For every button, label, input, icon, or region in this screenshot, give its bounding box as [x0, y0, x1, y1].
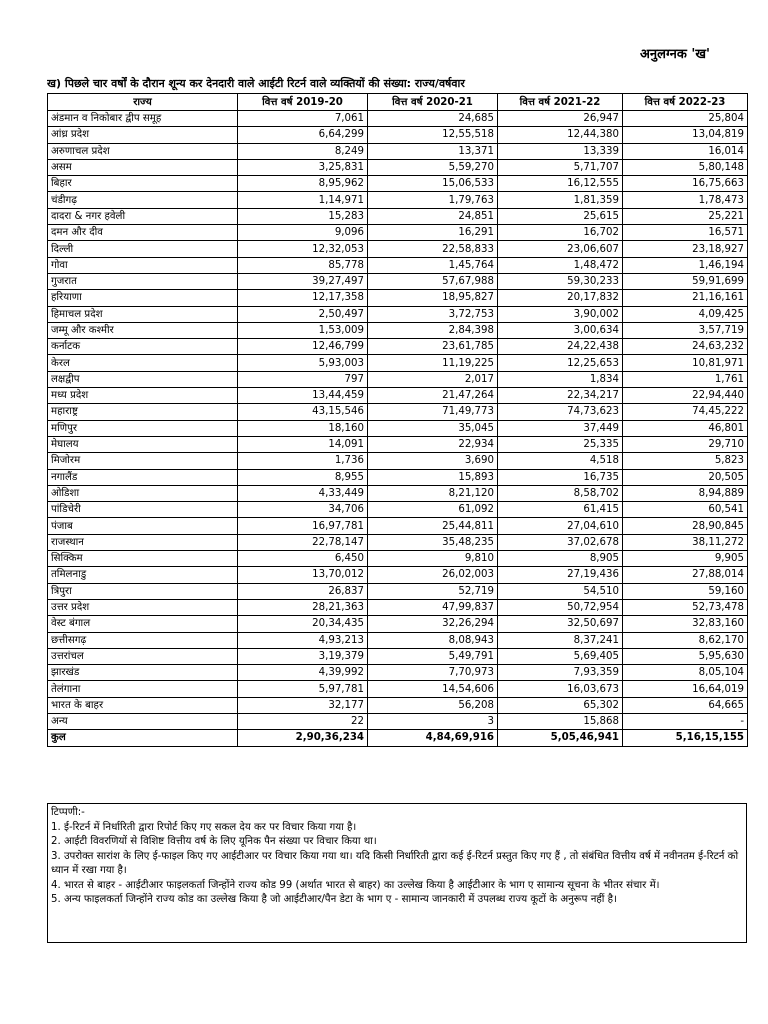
count-cell: 22,94,440	[623, 388, 748, 404]
count-cell: 27,19,436	[498, 567, 623, 583]
header-fy-2022-23: वित्त वर्ष 2022-23	[623, 94, 748, 111]
count-cell: 1,834	[498, 371, 623, 387]
state-name-cell: दमन और दीव	[48, 225, 238, 241]
table-row	[48, 697, 748, 713]
count-cell: 29,710	[623, 436, 748, 452]
state-name-cell: पांडिचेरी	[48, 502, 238, 518]
count-cell: 23,18,927	[623, 241, 748, 257]
state-wise-returns-table	[47, 93, 748, 747]
count-cell: 34,706	[238, 502, 368, 518]
count-cell: 12,46,799	[238, 339, 368, 355]
count-cell: 61,415	[498, 502, 623, 518]
count-cell: 37,02,678	[498, 534, 623, 550]
count-cell: 24,63,232	[623, 339, 748, 355]
count-cell: 20,17,832	[498, 290, 623, 306]
count-cell: 74,45,222	[623, 404, 748, 420]
count-cell: 71,49,773	[368, 404, 498, 420]
count-cell: 6,450	[238, 551, 368, 567]
count-cell: 35,045	[368, 420, 498, 436]
count-cell: 16,291	[368, 225, 498, 241]
table-row	[48, 681, 748, 697]
count-cell: 22	[238, 713, 368, 729]
state-name-cell: मेघालय	[48, 436, 238, 452]
count-cell: 8,58,702	[498, 485, 623, 501]
state-name-cell: गुजरात	[48, 273, 238, 289]
total-label: कुल	[48, 730, 238, 746]
table-row	[48, 453, 748, 469]
count-cell: 15,06,533	[368, 176, 498, 192]
count-cell: 16,97,781	[238, 518, 368, 534]
state-name-cell: मिजोरम	[48, 453, 238, 469]
count-cell: 5,71,707	[498, 159, 623, 175]
count-cell: 50,72,954	[498, 599, 623, 615]
header-fy-2019-20: वित्त वर्ष 2019-20	[238, 94, 368, 111]
count-cell: 3	[368, 713, 498, 729]
count-cell: 1,761	[623, 371, 748, 387]
state-name-cell: तमिलनाडु	[48, 567, 238, 583]
state-name-cell: उत्तरांचल	[48, 648, 238, 664]
notes-title: टिप्पणी:-	[51, 807, 85, 818]
count-cell: 26,837	[238, 583, 368, 599]
count-cell: 15,283	[238, 208, 368, 224]
count-cell: 14,091	[238, 436, 368, 452]
count-cell: 15,868	[498, 713, 623, 729]
table-row	[48, 225, 748, 241]
table-row	[48, 599, 748, 615]
count-cell: 8,62,170	[623, 632, 748, 648]
table-row	[48, 648, 748, 664]
count-cell: 1,79,763	[368, 192, 498, 208]
count-cell: 32,26,294	[368, 616, 498, 632]
count-cell: 1,81,359	[498, 192, 623, 208]
count-cell: 59,91,699	[623, 273, 748, 289]
count-cell: 13,339	[498, 143, 623, 159]
table-row	[48, 436, 748, 452]
count-cell: 21,47,264	[368, 388, 498, 404]
count-cell: 39,27,497	[238, 273, 368, 289]
table-row	[48, 502, 748, 518]
table-row	[48, 355, 748, 371]
count-cell: 13,70,012	[238, 567, 368, 583]
count-cell: 8,37,241	[498, 632, 623, 648]
count-cell: 25,804	[623, 111, 748, 127]
count-cell: 8,08,943	[368, 632, 498, 648]
count-cell: 1,45,764	[368, 257, 498, 273]
table-row	[48, 143, 748, 159]
count-cell: 8,21,120	[368, 485, 498, 501]
count-cell: 5,69,405	[498, 648, 623, 664]
count-cell: 65,302	[498, 697, 623, 713]
state-name-cell: महाराष्ट्र	[48, 404, 238, 420]
state-name-cell: राजस्थान	[48, 534, 238, 550]
count-cell: 57,67,988	[368, 273, 498, 289]
count-cell: 16,75,663	[623, 176, 748, 192]
total-fy-2019-20: 2,90,36,234	[238, 730, 368, 746]
count-cell: 22,58,833	[368, 241, 498, 257]
state-name-cell: अंडमान व निकोबार द्वीप समूह	[48, 111, 238, 127]
table-row	[48, 159, 748, 175]
state-name-cell: पंजाब	[48, 518, 238, 534]
count-cell: 9,810	[368, 551, 498, 567]
state-name-cell: उत्तर प्रदेश	[48, 599, 238, 615]
table-row	[48, 632, 748, 648]
count-cell: 25,615	[498, 208, 623, 224]
note-4: 4. भारत से बाहर - आईटीआर फाइलकर्ता जिन्होंने राज्य कोड 99 (अर्थात भारत से बाहर) का उल्लेख किया है आईटीआर के भाग ए सामान्य सूचना के भीतर संचार में।	[51, 879, 660, 891]
state-name-cell: हरियाणा	[48, 290, 238, 306]
count-cell: 1,14,971	[238, 192, 368, 208]
count-cell: 4,33,449	[238, 485, 368, 501]
table-row	[48, 290, 748, 306]
count-cell: 13,04,819	[623, 127, 748, 143]
state-name-cell: त्रिपुरा	[48, 583, 238, 599]
state-name-cell: आंध्र प्रदेश	[48, 127, 238, 143]
table-row	[48, 404, 748, 420]
count-cell: 3,72,753	[368, 306, 498, 322]
count-cell: 61,092	[368, 502, 498, 518]
total-row	[48, 730, 748, 746]
count-cell: 8,905	[498, 551, 623, 567]
total-fy-2022-23: 5,16,15,155	[623, 730, 748, 746]
table-row	[48, 241, 748, 257]
header-state: राज्य	[48, 94, 238, 111]
count-cell: 43,15,546	[238, 404, 368, 420]
count-cell: 27,04,610	[498, 518, 623, 534]
table-row	[48, 567, 748, 583]
state-name-cell: बिहार	[48, 176, 238, 192]
count-cell: 26,947	[498, 111, 623, 127]
count-cell: 1,48,472	[498, 257, 623, 273]
count-cell: 18,160	[238, 420, 368, 436]
table-row	[48, 534, 748, 550]
table-row	[48, 371, 748, 387]
count-cell: 24,685	[368, 111, 498, 127]
count-cell: 59,160	[623, 583, 748, 599]
count-cell: 16,64,019	[623, 681, 748, 697]
count-cell: 64,665	[623, 697, 748, 713]
state-name-cell: चंडीगढ़	[48, 192, 238, 208]
table-row	[48, 713, 748, 729]
state-name-cell: वेस्ट बंगाल	[48, 616, 238, 632]
count-cell: 2,84,398	[368, 322, 498, 338]
count-cell: 32,50,697	[498, 616, 623, 632]
count-cell: 1,46,194	[623, 257, 748, 273]
count-cell: 22,34,217	[498, 388, 623, 404]
total-fy-2020-21: 4,84,69,916	[368, 730, 498, 746]
count-cell: 5,97,781	[238, 681, 368, 697]
count-cell: 13,371	[368, 143, 498, 159]
count-cell: 3,00,634	[498, 322, 623, 338]
count-cell: 20,34,435	[238, 616, 368, 632]
count-cell: 22,78,147	[238, 534, 368, 550]
state-name-cell: अन्य	[48, 713, 238, 729]
count-cell: 3,90,002	[498, 306, 623, 322]
count-cell: 12,32,053	[238, 241, 368, 257]
count-cell: -	[623, 713, 748, 729]
count-cell: 4,518	[498, 453, 623, 469]
count-cell: 12,17,358	[238, 290, 368, 306]
state-name-cell: अरुणाचल प्रदेश	[48, 143, 238, 159]
state-name-cell: केरल	[48, 355, 238, 371]
table-row	[48, 176, 748, 192]
state-name-cell: ओडिशा	[48, 485, 238, 501]
count-cell: 25,335	[498, 436, 623, 452]
count-cell: 1,53,009	[238, 322, 368, 338]
count-cell: 8,249	[238, 143, 368, 159]
count-cell: 85,778	[238, 257, 368, 273]
table-row	[48, 339, 748, 355]
count-cell: 5,823	[623, 453, 748, 469]
note-1: 1. ई-रिटर्न में निर्धारिती द्वारा रिपोर्ट किए गए सकल देय कर पर विचार किया गया है।	[51, 821, 357, 833]
count-cell: 5,95,630	[623, 648, 748, 664]
table-row	[48, 420, 748, 436]
count-cell: 4,39,992	[238, 665, 368, 681]
table-row	[48, 306, 748, 322]
count-cell: 38,11,272	[623, 534, 748, 550]
table-row	[48, 665, 748, 681]
state-name-cell: मणिपुर	[48, 420, 238, 436]
count-cell: 46,801	[623, 420, 748, 436]
table-row	[48, 518, 748, 534]
count-cell: 16,735	[498, 469, 623, 485]
count-cell: 3,690	[368, 453, 498, 469]
count-cell: 3,25,831	[238, 159, 368, 175]
table-heading: ख) पिछले चार वर्षों के दौरान शून्य कर देनदारी वाले आईटी रिटर्न वाले व्यक्तियों की संख्या: राज्य/वर्षवार	[47, 77, 465, 90]
table-body	[48, 111, 748, 730]
count-cell: 9,905	[623, 551, 748, 567]
table-row	[48, 322, 748, 338]
count-cell: 3,19,379	[238, 648, 368, 664]
count-cell: 9,096	[238, 225, 368, 241]
count-cell: 47,99,837	[368, 599, 498, 615]
count-cell: 26,02,003	[368, 567, 498, 583]
count-cell: 11,19,225	[368, 355, 498, 371]
count-cell: 1,78,473	[623, 192, 748, 208]
state-name-cell: मध्य प्रदेश	[48, 388, 238, 404]
count-cell: 28,90,845	[623, 518, 748, 534]
count-cell: 23,61,785	[368, 339, 498, 355]
state-name-cell: सिक्किम	[48, 551, 238, 567]
count-cell: 24,851	[368, 208, 498, 224]
count-cell: 12,44,380	[498, 127, 623, 143]
count-cell: 13,44,459	[238, 388, 368, 404]
table-row	[48, 583, 748, 599]
state-name-cell: दादरा & नगर हवेली	[48, 208, 238, 224]
count-cell: 21,16,161	[623, 290, 748, 306]
count-cell: 25,44,811	[368, 518, 498, 534]
count-cell: 60,541	[623, 502, 748, 518]
count-cell: 37,449	[498, 420, 623, 436]
note-3: 3. उपरोक्त सारांश के लिए ई-फाइल किए गए आईटीआर पर विचार किया गया था। यदि किसी निर्धारिती द्वारा कई ई-रिटर्न प्रस्तुत किए गए हैं , तो संबंधित वित्तीय वर्ष में नवीनतम ई-रिटर्न को ध्यान में रखा गया है।	[51, 850, 739, 876]
count-cell: 16,014	[623, 143, 748, 159]
state-name-cell: छत्तीसगढ़	[48, 632, 238, 648]
table-row	[48, 127, 748, 143]
count-cell: 7,061	[238, 111, 368, 127]
count-cell: 12,25,653	[498, 355, 623, 371]
notes-box	[47, 803, 747, 943]
table-row	[48, 388, 748, 404]
state-name-cell: गोवा	[48, 257, 238, 273]
table-row	[48, 616, 748, 632]
count-cell: 8,95,962	[238, 176, 368, 192]
state-name-cell: तेलंगाना	[48, 681, 238, 697]
state-name-cell: भारत के बाहर	[48, 697, 238, 713]
count-cell: 18,95,827	[368, 290, 498, 306]
state-name-cell: झारखंड	[48, 665, 238, 681]
state-name-cell: लक्षद्वीप	[48, 371, 238, 387]
count-cell: 5,93,003	[238, 355, 368, 371]
count-cell: 52,719	[368, 583, 498, 599]
count-cell: 27,88,014	[623, 567, 748, 583]
count-cell: 6,64,299	[238, 127, 368, 143]
count-cell: 32,177	[238, 697, 368, 713]
state-name-cell: हिमाचल प्रदेश	[48, 306, 238, 322]
count-cell: 52,73,478	[623, 599, 748, 615]
state-name-cell: नगालैंड	[48, 469, 238, 485]
count-cell: 2,017	[368, 371, 498, 387]
count-cell: 74,73,623	[498, 404, 623, 420]
count-cell: 5,49,791	[368, 648, 498, 664]
count-cell: 28,21,363	[238, 599, 368, 615]
count-cell: 20,505	[623, 469, 748, 485]
count-cell: 16,03,673	[498, 681, 623, 697]
state-name-cell: असम	[48, 159, 238, 175]
count-cell: 5,59,270	[368, 159, 498, 175]
note-2: 2. आईटी विवरणियों से विशिष्ट वित्तीय वर्ष के लिए यूनिक पैन संख्या पर विचार किया था।	[51, 836, 377, 847]
count-cell: 25,221	[623, 208, 748, 224]
count-cell: 16,12,555	[498, 176, 623, 192]
total-fy-2021-22: 5,05,46,941	[498, 730, 623, 746]
count-cell: 15,893	[368, 469, 498, 485]
count-cell: 4,09,425	[623, 306, 748, 322]
count-cell: 35,48,235	[368, 534, 498, 550]
count-cell: 59,30,233	[498, 273, 623, 289]
state-name-cell: दिल्ली	[48, 241, 238, 257]
state-name-cell: जम्मू और कश्मीर	[48, 322, 238, 338]
count-cell: 797	[238, 371, 368, 387]
count-cell: 3,57,719	[623, 322, 748, 338]
header-fy-2021-22: वित्त वर्ष 2021-22	[498, 94, 623, 111]
table-row	[48, 257, 748, 273]
count-cell: 24,22,438	[498, 339, 623, 355]
count-cell: 22,934	[368, 436, 498, 452]
note-5: 5. अन्य फाइलकर्ता जिन्होंने राज्य कोड का उल्लेख किया है जो आईटीआर/पैन डेटा के भाग ए - सामान्य जानकारी में उपलब्ध राज्य कूटों के अनुरूप नहीं है।	[51, 894, 617, 905]
count-cell: 4,93,213	[238, 632, 368, 648]
count-cell: 56,208	[368, 697, 498, 713]
count-cell: 54,510	[498, 583, 623, 599]
count-cell: 16,571	[623, 225, 748, 241]
count-cell: 8,94,889	[623, 485, 748, 501]
table-row	[48, 273, 748, 289]
count-cell: 16,702	[498, 225, 623, 241]
count-cell: 12,55,518	[368, 127, 498, 143]
count-cell: 1,736	[238, 453, 368, 469]
count-cell: 32,83,160	[623, 616, 748, 632]
header-fy-2020-21: वित्त वर्ष 2020-21	[368, 94, 498, 111]
table-header-row	[48, 94, 748, 111]
count-cell: 5,80,148	[623, 159, 748, 175]
count-cell: 7,70,973	[368, 665, 498, 681]
table-row	[48, 111, 748, 127]
count-cell: 7,93,359	[498, 665, 623, 681]
count-cell: 23,06,607	[498, 241, 623, 257]
table-row	[48, 192, 748, 208]
count-cell: 8,05,104	[623, 665, 748, 681]
table-row	[48, 469, 748, 485]
count-cell: 14,54,606	[368, 681, 498, 697]
table-row	[48, 208, 748, 224]
count-cell: 10,81,971	[623, 355, 748, 371]
table-row	[48, 551, 748, 567]
count-cell: 8,955	[238, 469, 368, 485]
count-cell: 2,50,497	[238, 306, 368, 322]
state-name-cell: कर्नाटक	[48, 339, 238, 355]
annex-label: अनुलग्नक 'ख'	[640, 47, 710, 62]
table-row	[48, 485, 748, 501]
